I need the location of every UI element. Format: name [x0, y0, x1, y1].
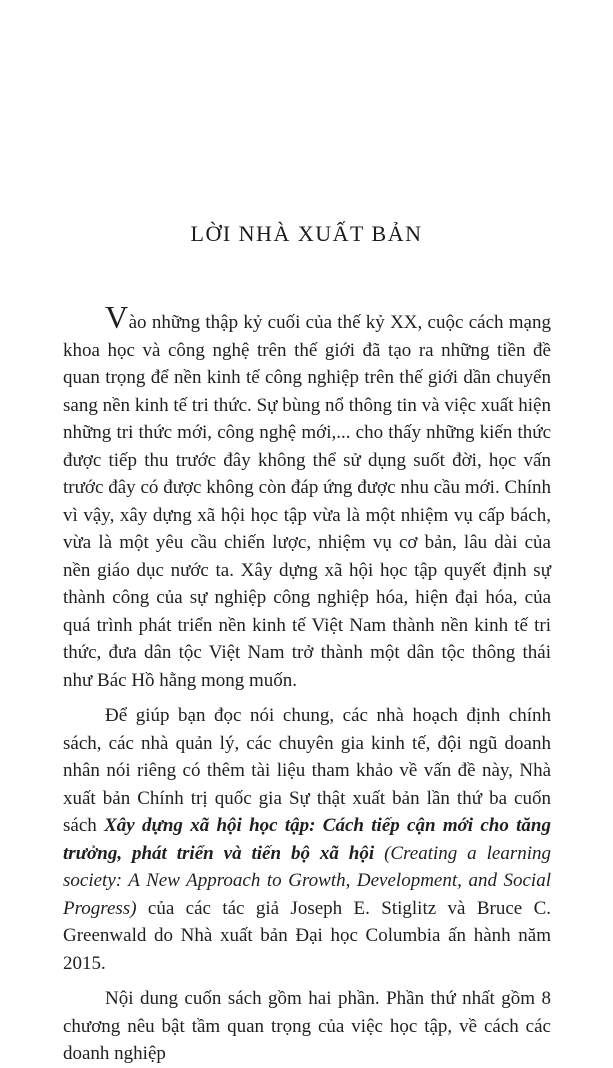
- text-run: Nội dung cuốn sách gồm hai phần. Phần thứ nhất gồm 8 chương nêu bật tầm quan trọng của việc học tập, về cách các doanh nghiệp: [63, 988, 551, 1064]
- page-title: LỜI NHÀ XUẤT BẢN: [190, 221, 423, 246]
- text-run: Xây dựng xã hội học tập: Cách tiếp cận mới cho tăng trưởng, phát triển và tiến bộ xã hội: [63, 815, 551, 864]
- drop-cap: V: [105, 299, 129, 335]
- text-run: Để giúp bạn đọc nói chung, các nhà hoạch định chính sách, các nhà quản lý, các chuyên gia kinh tế, đội ngũ doanh nhân nói riêng có thêm tài liệu tham khảo về vấn đề này, Nhà xuất bản Chính trị quốc gia Sự thật xuất bản lần thứ ba cuốn sách: [63, 705, 551, 836]
- text-run: của các tác giả Joseph E. Stiglitz và Bruce C. Greenwald do Nhà xuất bản Đại học Columbia ấn hành năm 2015.: [63, 897, 551, 974]
- paragraph: [63, 985, 551, 1068]
- body-text: [63, 299, 551, 1068]
- paragraph: [63, 299, 551, 694]
- text-run: ào những thập kỷ cuối của thế kỷ XX, cuộc cách mạng khoa học và công nghệ trên thế giới đã tạo ra những tiền đề quan trọng để nền kinh tế công nghiệp trên thế giới dần chuyển sang nền kinh tế tri thức. Sự bùng nổ thông tin và việc xuất hiện những tri thức mới, công nghệ mới,... cho thấy những kiến thức được tiếp thu trước đây không thể sử dụng suốt đời, học vấn trước đây có được không còn đáp ứng được nhu cầu mới. Chính vì vậy, xây dựng xã hội học tập vừa là một nhiệm vụ cấp bách, vừa là một yêu cầu chiến lược, nhiệm vụ cơ bản, lâu dài của nền giáo dục nước ta. Xây dựng xã hội học tập quyết định sự thành công của sự nghiệp công nghiệp hóa, hiện đại hóa, của quá trình phát triển nền kinh tế Việt Nam thành nền kinh tế tri thức, đưa dân tộc Việt Nam trở thành một dân tộc thông thái như Bác Hồ hằng mong muốn.: [63, 312, 551, 691]
- paragraph: [63, 702, 551, 977]
- text-run: (Creating a learning society: A New Approach to Growth, Development, and Social Progress): [63, 842, 551, 919]
